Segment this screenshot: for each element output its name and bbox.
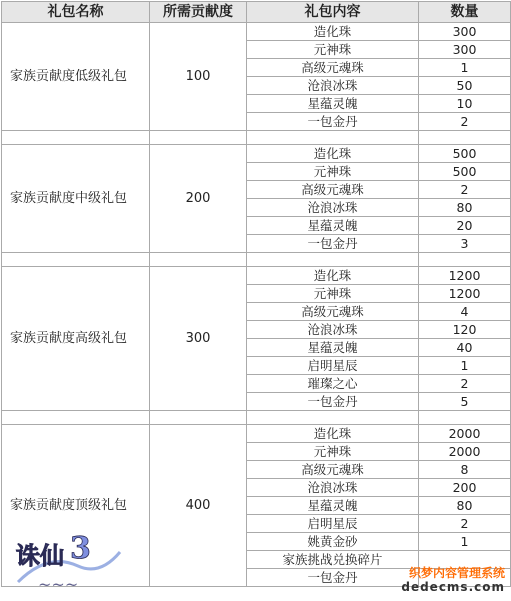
item-quantity-cell: 4 [419,303,511,321]
item-quantity-cell: 1 [419,533,511,551]
svg-text:3: 3 [70,531,91,566]
pack-name-cell: 家族贡献度顶级礼包 [2,425,150,587]
item-quantity-cell: 10 [419,95,511,113]
item-quantity-cell: 3 [419,235,511,253]
item-quantity-cell: 2 [419,375,511,393]
item-quantity-cell: 5 [419,393,511,411]
item-name-cell: 璀璨之心 [247,375,419,393]
watermark-line2: dedecms.com [401,580,505,594]
spacer-cell [419,131,511,145]
item-name-cell: 星蕴灵魄 [247,339,419,357]
watermark-line1: 织梦内容管理系统 [408,566,505,580]
gift-pack-table [1,1,511,587]
table-row [2,267,511,285]
spacer-cell [150,253,247,267]
spacer-row [2,411,511,425]
item-name-cell: 沧浪冰珠 [247,199,419,217]
header-pack-contents: 礼包内容 [247,2,419,23]
item-quantity-cell: 2000 [419,443,511,461]
item-quantity-cell: 20 [419,217,511,235]
item-name-cell: 启明星辰 [247,515,419,533]
spacer-cell [247,131,419,145]
item-name-cell: 一包金丹 [247,393,419,411]
header-required-contribution: 所需贡献度 [150,2,247,23]
required-contribution-cell: 200 [150,145,247,253]
item-name-cell: 造化珠 [247,425,419,443]
spacer-cell [150,411,247,425]
item-name-cell: 沧浪冰珠 [247,77,419,95]
required-contribution-cell: 300 [150,267,247,411]
item-quantity-cell: 80 [419,199,511,217]
item-quantity-cell: 1200 [419,267,511,285]
spacer-cell [247,253,419,267]
spacer-cell [247,411,419,425]
table-header-row [2,2,511,23]
item-name-cell: 高级元魂珠 [247,181,419,199]
item-quantity-cell: 8 [419,461,511,479]
header-pack-name: 礼包名称 [2,2,150,23]
item-name-cell: 造化珠 [247,267,419,285]
spacer-row [2,253,511,267]
game-logo [8,522,128,598]
spacer-cell [150,131,247,145]
item-quantity-cell: 1 [419,59,511,77]
pack-name-cell: 家族贡献度中级礼包 [2,145,150,253]
pack-name-cell: 家族贡献度高级礼包 [2,267,150,411]
svg-text:诛仙: 诛仙 [16,541,64,570]
item-name-cell: 高级元魂珠 [247,59,419,77]
item-name-cell: 元神珠 [247,443,419,461]
item-quantity-cell: 300 [419,23,511,41]
table-row [2,23,511,41]
item-quantity-cell: 1 [419,357,511,375]
table-row [2,425,511,443]
item-quantity-cell: 1200 [419,285,511,303]
item-name-cell: 造化珠 [247,145,419,163]
item-name-cell: 星蕴灵魄 [247,217,419,235]
item-quantity-cell: 2000 [419,425,511,443]
header-quantity: 数量 [419,2,511,23]
item-name-cell: 元神珠 [247,285,419,303]
item-name-cell: 高级元魂珠 [247,461,419,479]
item-name-cell: 一包金丹 [247,113,419,131]
item-name-cell: 高级元魂珠 [247,303,419,321]
item-quantity-cell: 80 [419,497,511,515]
table-body [2,23,511,587]
spacer-cell [2,253,150,267]
spacer-row [2,131,511,145]
item-quantity-cell: 50 [419,77,511,95]
spacer-cell [419,253,511,267]
item-quantity-cell: 40 [419,339,511,357]
item-quantity-cell: 500 [419,163,511,181]
item-name-cell: 沧浪冰珠 [247,479,419,497]
item-quantity-cell: 2 [419,515,511,533]
required-contribution-cell: 400 [150,425,247,587]
item-name-cell: 姚黄金砂 [247,533,419,551]
item-name-cell: 一包金丹 [247,569,419,587]
item-quantity-cell: 300 [419,41,511,59]
spacer-cell [419,411,511,425]
required-contribution-cell: 100 [150,23,247,131]
item-name-cell: 一包金丹 [247,235,419,253]
item-name-cell: 星蕴灵魄 [247,497,419,515]
table-row [2,145,511,163]
site-watermark [401,566,505,594]
item-name-cell: 沧浪冰珠 [247,321,419,339]
spacer-cell [2,411,150,425]
item-quantity-cell: 120 [419,321,511,339]
item-name-cell: 元神珠 [247,41,419,59]
item-quantity-cell: 500 [419,145,511,163]
item-name-cell: 造化珠 [247,23,419,41]
item-quantity-cell: 2 [419,113,511,131]
item-name-cell: 元神珠 [247,163,419,181]
item-name-cell: 家族挑战兑换碎片 [247,551,419,569]
spacer-cell [2,131,150,145]
item-name-cell: 星蕴灵魄 [247,95,419,113]
item-quantity-cell: 200 [419,479,511,497]
pack-name-cell: 家族贡献度低级礼包 [2,23,150,131]
item-name-cell: 启明星辰 [247,357,419,375]
svg-text:~~~: ~~~ [38,575,79,594]
item-quantity-cell: 2 [419,181,511,199]
